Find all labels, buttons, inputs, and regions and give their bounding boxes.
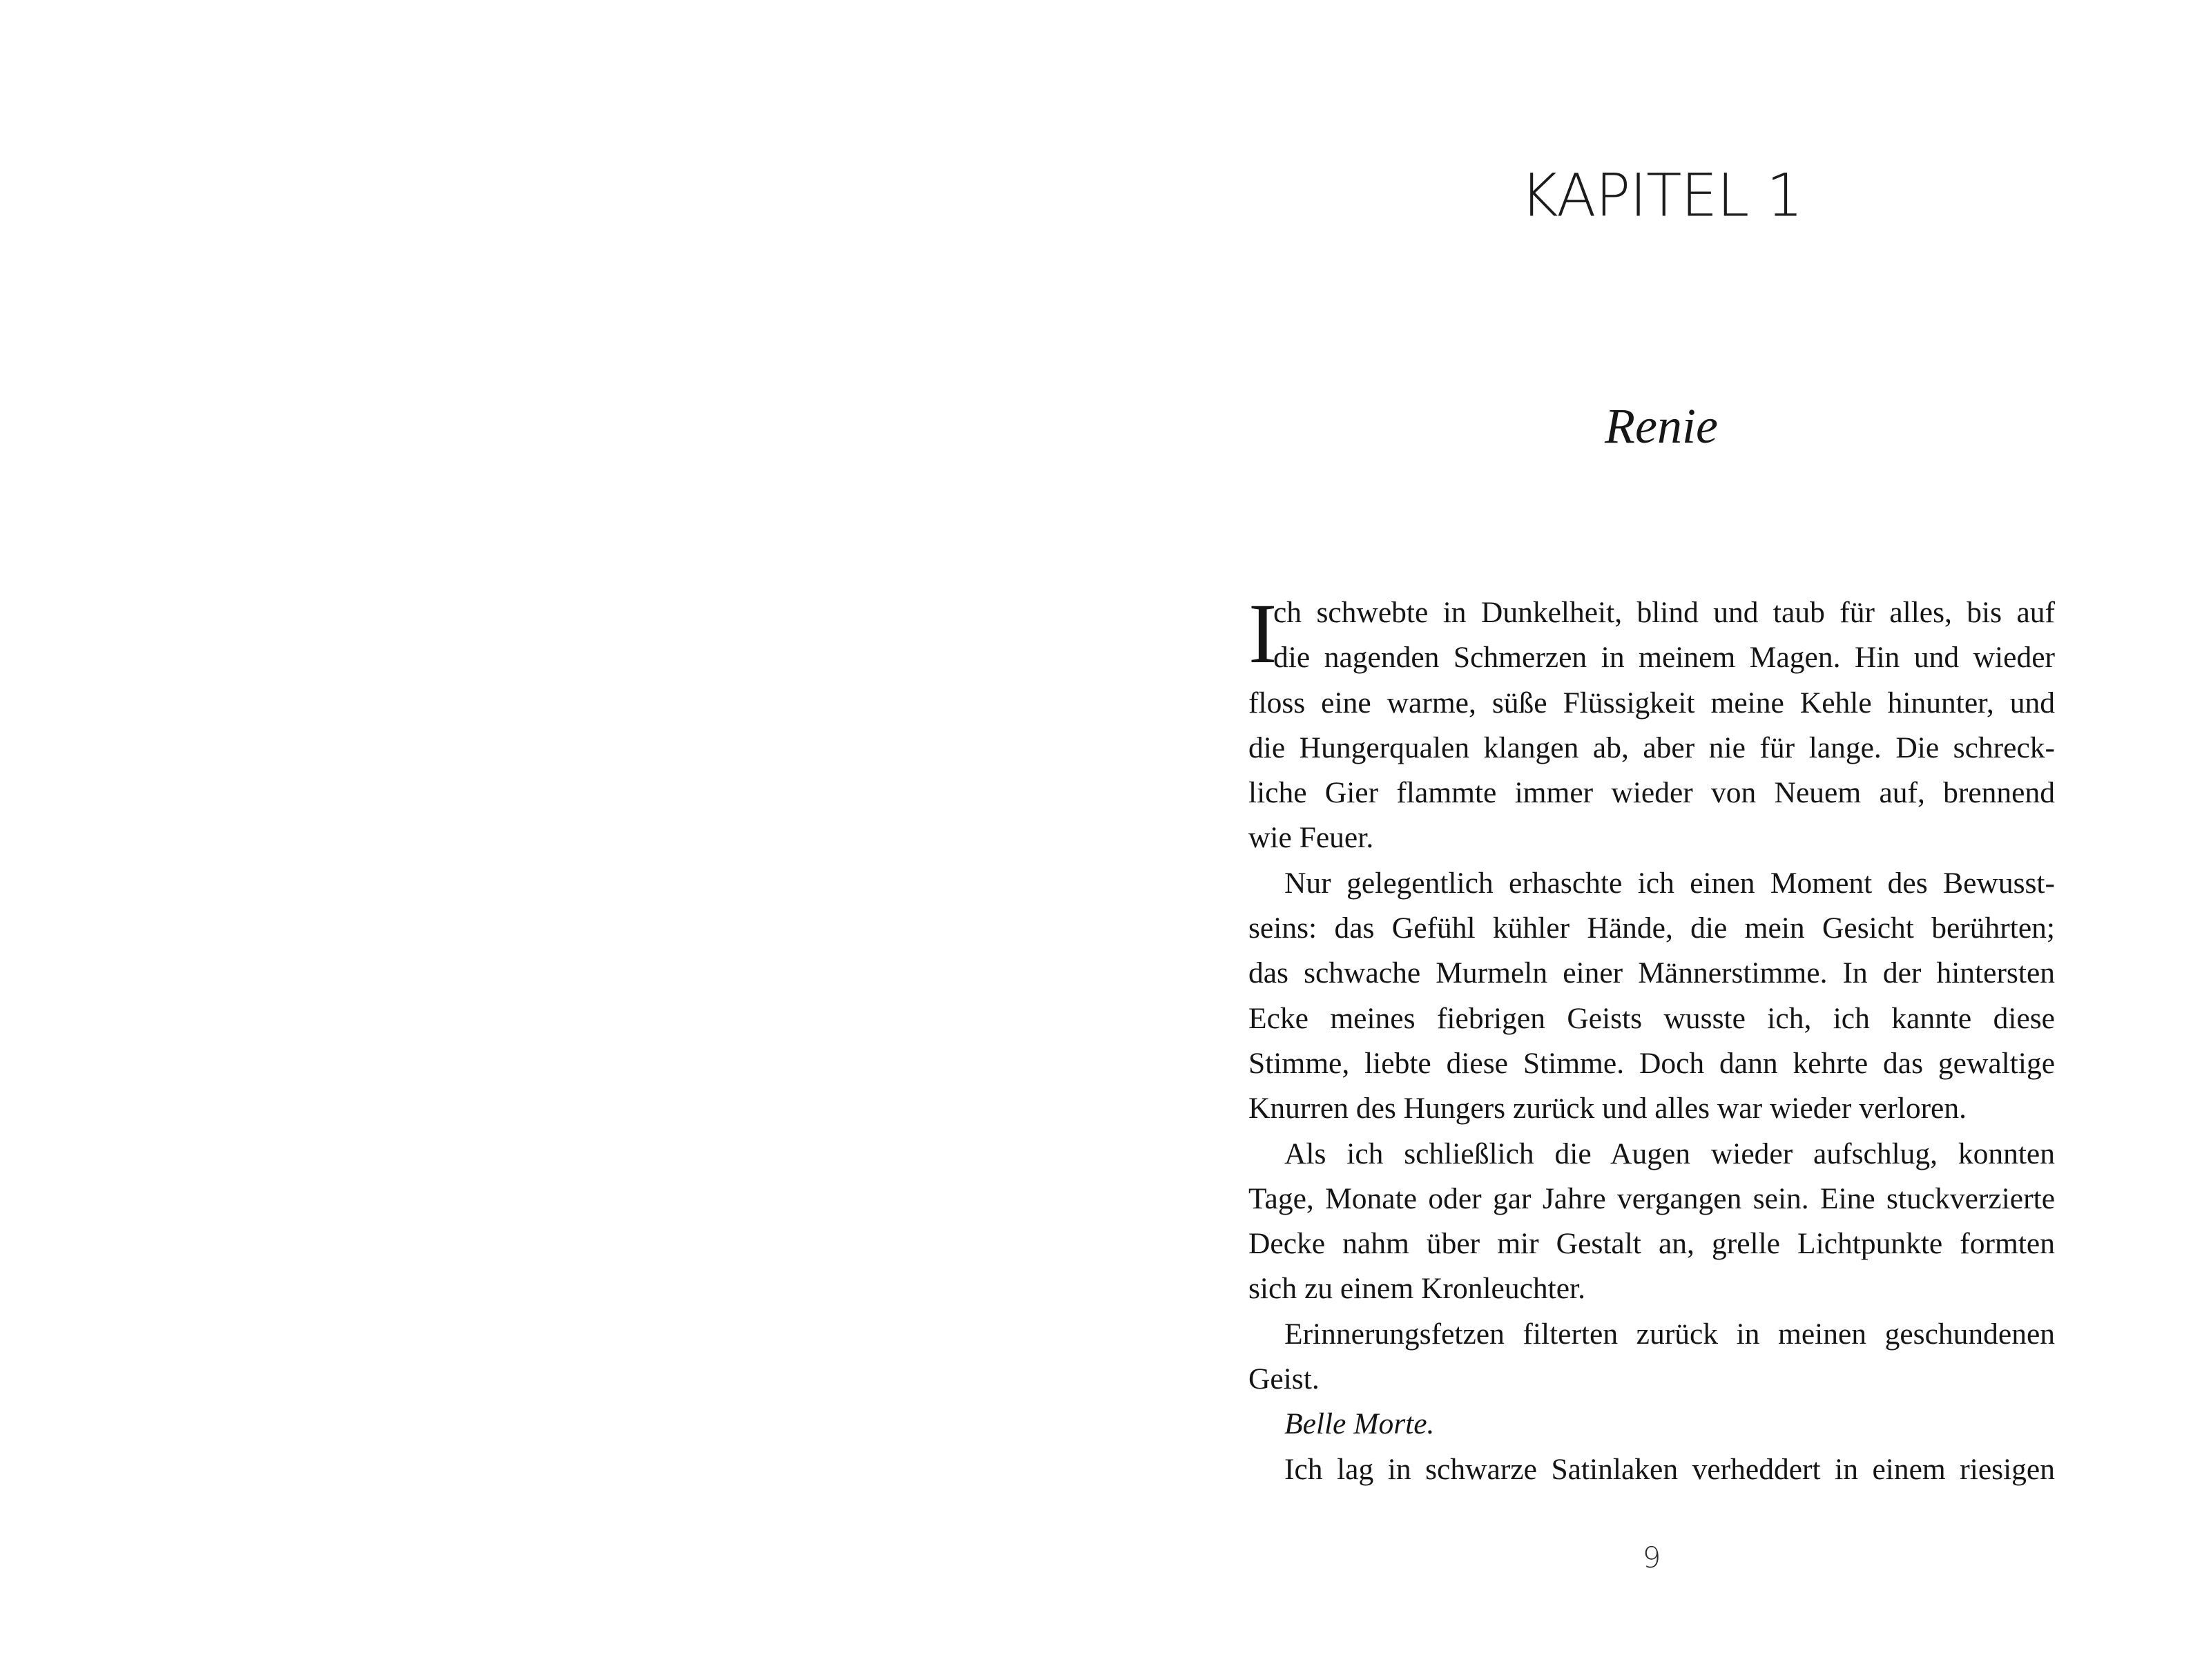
drop-cap: I bbox=[1248, 599, 1277, 671]
page-number: 9 bbox=[1642, 1541, 1661, 1574]
pov-character-name: Renie bbox=[1605, 398, 1718, 454]
text-line: ch schwebte in Dunkelheit, blind und taub für alles, bis auf bbox=[1273, 596, 2055, 629]
body-text bbox=[1248, 590, 2055, 1492]
right-page bbox=[1101, 0, 2202, 1680]
text-line: Als ich schließlich die Augen wieder aufschlug, konnten bbox=[1284, 1137, 2055, 1170]
text-line: die Hungerqualen klangen ab, aber nie für lange. Die schreck- bbox=[1248, 731, 2055, 764]
text-line: Erinnerungsfetzen filterten zurück in meinen geschundenen bbox=[1284, 1317, 2055, 1351]
text-line: liche Gier flammte immer wieder von Neuem auf, brennend bbox=[1248, 776, 2055, 810]
text-line: seins: das Gefühl kühler Hände, die mein Gesicht berührten; bbox=[1248, 911, 2055, 945]
text-line: Knurren des Hungers zurück und alles war wieder verloren. bbox=[1248, 1092, 1967, 1126]
text-line: Belle Morte. bbox=[1284, 1407, 1435, 1441]
text-line: Nur gelegentlich erhaschte ich einen Moment des Bewusst- bbox=[1284, 866, 2055, 900]
chapter-title: KAPITEL 1 bbox=[1520, 161, 1803, 230]
text-line: Ecke meines fiebrigen Geists wusste ich, ich kannte diese bbox=[1248, 1001, 2055, 1035]
text-line: Decke nahm über mir Gestalt an, grelle Lichtpunkte formten bbox=[1248, 1227, 2055, 1261]
text-line: Stimme, liebte diese Stimme. Doch dann kehrte das gewaltige bbox=[1248, 1046, 2055, 1080]
text-line: floss eine warme, süße Flüssigkeit meine Kehle hinunter, und bbox=[1248, 686, 2055, 720]
text-line: wie Feuer. bbox=[1248, 821, 1374, 855]
text-line: Tage, Monate oder gar Jahre vergangen sein. Eine stuckverzierte bbox=[1248, 1181, 2055, 1215]
text-line: Geist. bbox=[1248, 1362, 1320, 1396]
text-line: die nagenden Schmerzen in meinem Magen. Hin und wieder bbox=[1273, 641, 2055, 675]
text-line: das schwache Murmeln einer Männerstimme. In der hintersten bbox=[1248, 956, 2055, 990]
text-line: Ich lag in schwarze Satinlaken verheddert in einem riesigen bbox=[1284, 1452, 2055, 1486]
text-line: sich zu einem Kronleuchter. bbox=[1248, 1272, 1585, 1306]
